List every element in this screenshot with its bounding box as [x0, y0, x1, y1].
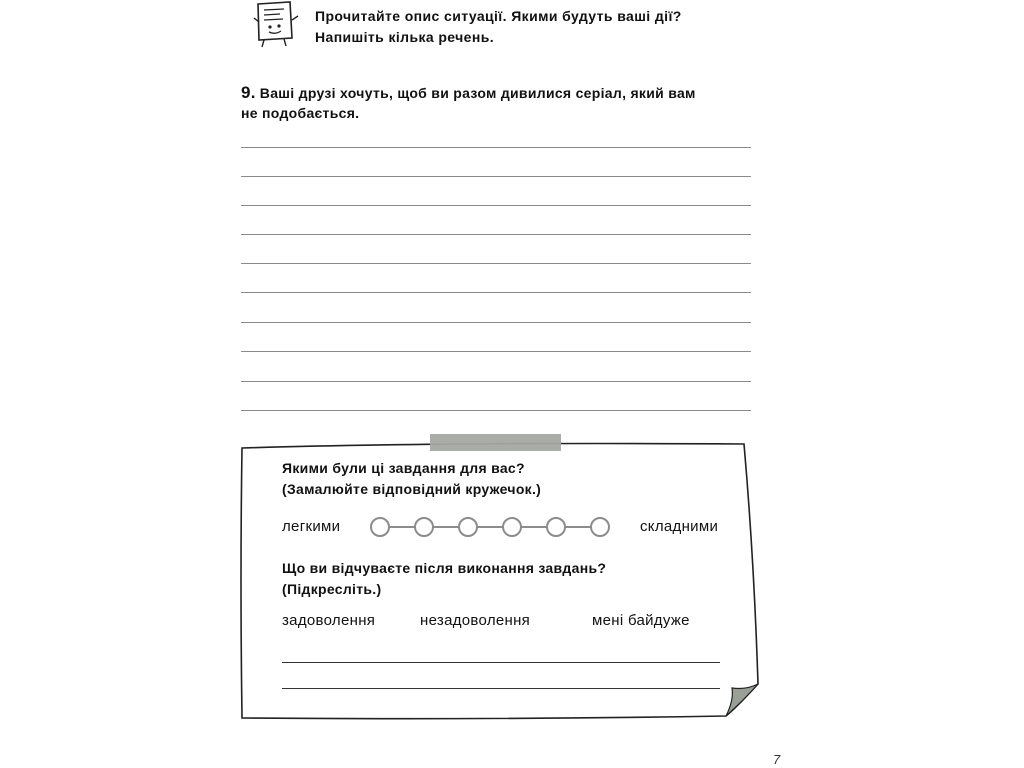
answer-line[interactable] [241, 322, 751, 323]
feeling-satisfied[interactable]: задоволення [282, 612, 376, 629]
scale-circle-1[interactable] [370, 517, 390, 537]
q1-line-1: Якими були ці завдання для вас? [282, 460, 525, 476]
page-number: 7 [773, 752, 781, 767]
reflection-answer-line[interactable] [282, 688, 720, 689]
scale-connector [520, 526, 548, 528]
answer-line[interactable] [241, 351, 751, 352]
scale-circle-6[interactable] [590, 517, 610, 537]
scale-circle-2[interactable] [414, 517, 434, 537]
q1-line-2: (Замалюйте відповідний кружечок.) [282, 481, 542, 497]
answer-lines [241, 0, 751, 420]
reflection-answer-line[interactable] [282, 662, 720, 663]
scale-circle-4[interactable] [502, 517, 522, 537]
q2-line-1: Що ви відчуваєте після виконання завдань? [282, 560, 607, 576]
scale-connector [564, 526, 592, 528]
task-number: 9. [241, 83, 256, 102]
scale-connector [432, 526, 460, 528]
answer-line[interactable] [241, 234, 751, 235]
scale-circle-5[interactable] [546, 517, 566, 537]
answer-line[interactable] [241, 176, 751, 177]
scale-connector [476, 526, 504, 528]
feeling-indifferent[interactable]: мені байдуже [592, 612, 690, 629]
scale-label-easy: легкими [282, 518, 341, 535]
scale-label-hard: складними [640, 518, 719, 535]
tape-strip [430, 434, 561, 451]
answer-line[interactable] [241, 205, 751, 206]
difficulty-scale-row [282, 514, 742, 544]
feeling-dissatisfied[interactable]: незадоволення [420, 612, 531, 629]
reflection-question-1 [282, 458, 742, 500]
answer-line[interactable] [241, 381, 751, 382]
answer-line[interactable] [241, 147, 751, 148]
task-text-1: Ваші друзі хочуть, щоб ви разом дивилися серіал, який вам [259, 85, 696, 101]
scale-connector [388, 526, 416, 528]
answer-line[interactable] [241, 292, 751, 293]
difficulty-scale [370, 514, 626, 544]
reflection-question-2 [282, 558, 742, 600]
feelings-options [282, 612, 742, 634]
answer-line[interactable] [241, 410, 751, 411]
task-prompt-line-2: не подобається. [241, 105, 360, 121]
q2-line-2: (Підкресліть.) [282, 581, 382, 597]
reflection-content [282, 458, 742, 629]
instruction-line-1: Прочитайте опис ситуації. Якими будуть ваші дії? [315, 8, 682, 24]
instruction-line-2: Напишіть кілька речень. [315, 29, 495, 45]
answer-line[interactable] [241, 263, 751, 264]
scale-circle-3[interactable] [458, 517, 478, 537]
